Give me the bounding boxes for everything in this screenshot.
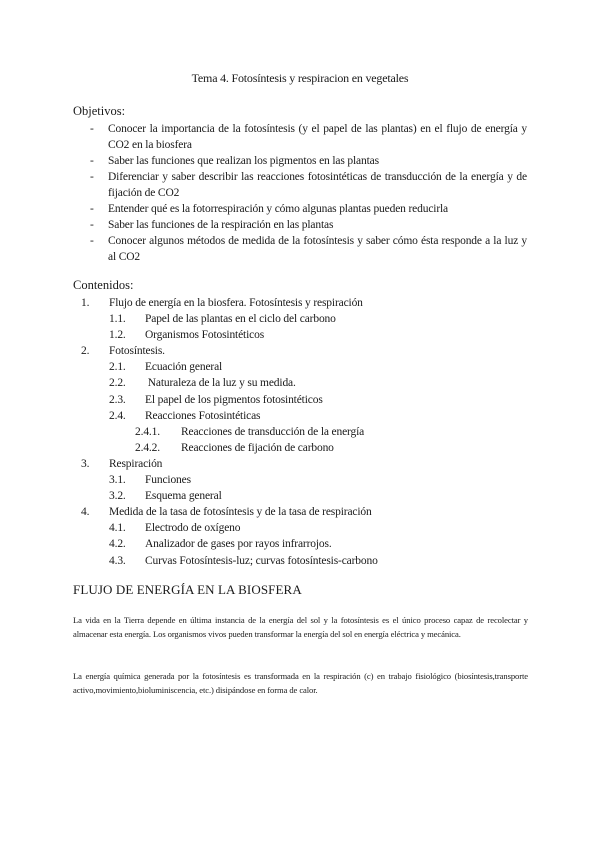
contents-item [73,295,533,311]
contents-number: 1. [81,297,90,309]
objective-item [90,153,527,169]
contents-text: Medida de la tasa de fotosíntesis y de la tasa de respiración [109,506,372,519]
objective-item [90,201,527,217]
contents-number: 4.3. [109,554,126,567]
contents-text: Curvas Fotosíntesis-luz; curvas fotosíntesis-carbono [145,554,378,567]
objective-text: Conocer algunos métodos de medida de la fotosíntesis y saber cómo ésta responde a la luz y al CO2 [108,235,527,263]
contents-item [73,424,533,440]
list-dash: - [90,123,94,135]
list-dash: - [90,171,94,183]
objective-item [90,121,527,153]
contents-number: 1.2. [109,329,126,342]
contents-text: Naturaleza de la luz y su medida. [145,377,296,390]
contents-item [73,520,533,536]
contents-number: 3.1. [109,474,126,487]
objective-text: Saber las funciones de la respiración en las plantas [108,219,334,231]
contents-item [73,343,533,359]
contents-number: 3. [81,457,90,470]
contents-number: 2.4.2. [135,441,160,454]
contents-text: Respiración [109,457,163,470]
contents-item [73,504,533,520]
contents-number: 2.4. [109,409,126,422]
contents-number: 4.2. [109,538,126,551]
contents-number: 2.2. [109,377,126,390]
contents-text: Reacciones de transducción de la energía [181,425,365,438]
objective-item [90,169,527,201]
contents-list [73,295,533,569]
contents-number: 2.1. [109,361,126,374]
objective-text: Saber las funciones que realizan los pigmentos en las plantas [108,155,379,167]
list-dash: - [90,155,94,167]
contents-item [73,536,533,552]
contents-item [73,488,533,504]
contents-text: Funciones [145,474,191,487]
contents-text: Esquema general [145,490,222,503]
contents-text: Papel de las plantas en el ciclo del carbono [145,313,336,326]
contents-item [73,375,533,391]
contents-text: Ecuación general [145,361,223,374]
objective-item [90,233,527,265]
contents-text: Reacciones Fotosintéticas [145,409,261,422]
contents-number: 4.1. [109,522,126,535]
body-paragraph: La vida en la Tierra depende en última instancia de la energía del sol y la fotosíntesis es el único proceso capaz de recolectar y almacenar esta energía. Los organismos vivos pueden transformar la energía del sol en energía eléctrica y mecánica. [73,615,528,639]
contents-text: Flujo de energía en la biosfera. Fotosíntesis y respiración [109,297,363,309]
objective-text: Diferenciar y saber describir las reacciones fotosintéticas de transducción de la energía y de fijación de CO2 [108,171,527,199]
contents-text: Reacciones de fijación de carbono [181,441,334,454]
contents-number: 3.2. [109,490,126,503]
contents-item [73,440,533,456]
contents-number: 2.4.1. [135,425,160,438]
contents-item [73,408,533,424]
contents-number: 1.1. [109,313,126,326]
contents-text: Analizador de gases por rayos infrarrojos. [145,538,332,551]
contents-text: Electrodo de oxígeno [145,522,241,535]
contents-number: 2. [81,345,90,358]
contents-item [73,456,533,472]
body-paragraph: La energía química generada por la fotosíntesis es transformada en la respiración (c) en trabajo fisiológico (biosíntesis,transporte activo,movimiento,bioluminiscencia, etc.) disipándose en forma de calor. [73,671,528,695]
contents-text: Fotosíntesis. [109,345,165,358]
contents-item [73,553,533,569]
contents-item [73,359,533,375]
contents-text: El papel de los pigmentos fotosintéticos [145,393,323,406]
contents-number: 4. [81,506,90,519]
document-title: Tema 4. Fotosíntesis y respiracion en vegetales [191,71,409,85]
contents-item [73,311,533,327]
objectives-list [90,121,527,265]
list-dash: - [90,235,94,247]
section-heading: FLUJO DE ENERGÍA EN LA BIOSFERA [73,582,302,597]
objective-item [90,217,527,233]
objectives-label: Objetivos: [73,104,126,118]
contents-label: Contenidos: [73,278,134,292]
list-dash: - [90,203,94,215]
list-dash: - [90,219,94,231]
contents-item [73,472,533,488]
contents-text: Organismos Fotosintéticos [145,329,265,342]
objective-text: Conocer la importancia de la fotosíntesis (y el papel de las plantas) en el flujo de energía y CO2 en la biosfera [108,123,527,151]
contents-item [73,392,533,408]
objective-text: Entender qué es la fotorrespiración y cómo algunas plantas pueden reducirla [108,203,449,215]
contents-item [73,327,533,343]
contents-number: 2.3. [109,393,126,406]
